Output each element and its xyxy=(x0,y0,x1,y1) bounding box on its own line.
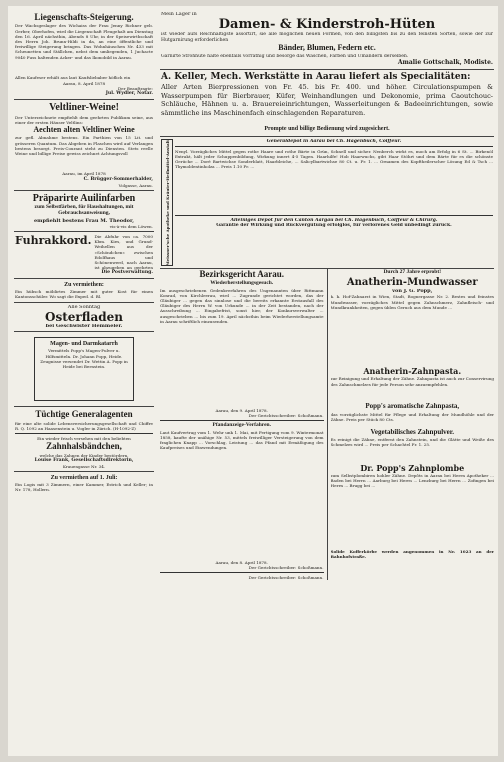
ad-body-2: Laut Kaufvertrag vom 1. Wehr unk 1. Mai, mit Fertigung vom 9. Wintermonat 1858, kaufte der unähige Nr. 53, mittels freiwilliger Versteigerung von dem fraglichen Knapp ... Vorschlag, Leistung ... das Pfand mit Ermäßigung des Kaufpreises und Einwendungen. xyxy=(160,429,324,451)
ad-line-2: bei Geschwister Hemmeler. xyxy=(45,323,123,329)
ad-subtitle: zum Selbstfärben, für Haushaltungen, mit Gebrauchsanweisung, xyxy=(34,204,134,217)
ad-by: von J. G. Popp, xyxy=(392,289,433,295)
ad-signature-label: Der Beauftragte: xyxy=(117,85,153,91)
ad-title: Fuhrakkord. xyxy=(15,233,92,247)
ad-title: Tüchtige Generalagenten xyxy=(35,409,133,420)
ad-body-2: Garnirte Strohhüte halte ebenfalls vorräthig und besorge das Wäschen, Färben und Umändern derselben. xyxy=(161,53,409,59)
ad-line-2: welche das Zahnen der Kinder bestördern. xyxy=(39,452,129,458)
ad-signature: Louise Frank, Gesellschaftsdirektorin, xyxy=(34,457,134,463)
ad-signature: Die Postverwaltung. xyxy=(101,269,153,275)
ad-title: Bezirksgericht Aarau. xyxy=(199,269,284,280)
ad-body-5: zum Selbstplombiren hohler Zähne. Depôts in Aarau bei Herrn Apotheker ... Baden bei Herrn ... Aarburg bei Herrn ... Lenzburg bei Herrn ... Zofingen bei Herrn ... Brugg bei ... xyxy=(330,473,494,489)
ad-body: ist wieder aufs Reichhaltigste assortirt, sie alle möglichen neuen Formen, von den billigsten bis zu den feinsten Sorten, sowie der zur Hutgarnirung erforderlichen xyxy=(161,32,493,43)
ad-title: A. Keller, Mech. Werkstätte in Aarau liefert als Specialitäten: xyxy=(161,72,471,83)
ad-content xyxy=(175,139,493,267)
ad-subtitle: Aechten alten Veltliner Weine xyxy=(33,124,135,134)
ad-anilinfarben xyxy=(14,191,154,232)
ad-body-4: Es reinigt die Zähne, entfernt den Zahnstein, und die Glätte und Weiße des Schmelzes wird ... Preis per Schachtel Fr. 1. 25. xyxy=(330,437,494,448)
ad-line: Alle Sonntag xyxy=(67,304,101,310)
ad-signature-address: Volgasse, Aarau. xyxy=(118,182,153,188)
ad-body: Vermittels Popp's Magen-Pulver u. Hilfsmitteln. Dr. Johann Popp, Heide. Zeugnisse versendet Dr. Wettin A. Popp in Heide bei Bernstein. xyxy=(40,348,128,369)
ad-date: Aarau, 8. April 1878 xyxy=(62,80,106,86)
left-column xyxy=(14,10,154,750)
ad-subtitle: Wiederherstellungsgesuch. xyxy=(210,279,274,286)
ad-magen-darmkatarrh xyxy=(14,332,154,407)
ad-title: Osterfladen xyxy=(45,309,123,324)
divider xyxy=(15,433,153,434)
ad-subtitle-2: Popp's aromatische Zahnpasta, xyxy=(365,402,460,411)
ad-body: für eine alte solide Lebensversicherungsgesellschaft und Chiffre R. Q. 1092 an Haasenstein u. Vogler in Zürich. (H-1092-Z) xyxy=(15,420,153,431)
ad-line: Ein wieder frisch versehen mit den beliebten xyxy=(37,435,131,441)
ad-subtitle: Bänder, Blumen, Federn etc. xyxy=(278,43,376,53)
ad-body: Der Wachsgeslager des Wichaiss der Frau Jenny Richner geb. Gerber, Oberhofen, wird die Liegenschaft Fleugehalt am Dienstag den 16. April nächsthin, Abends 8 Uhr, in der Speisewirthschaft des Herrn Joh. Brunn-Hildi in da, an eine öffentliche und freiwillige Steigerung bringen. Das Wohnhäuschen Nr. 433 mit Scheunetten und Ställchen, nebst dem umliegenden, 1 Juchacte 9040 Fuss haltenden Acker- und das Ikonobild in Aarau. xyxy=(15,23,153,60)
ad-body: Ein Logis mit 3 Zimmern, einer Kammer, Estrich und Keller; in Nr. 178, Hollern. xyxy=(15,482,153,493)
ad-subtitle: Anatherin-Zahnpasta. xyxy=(363,366,462,377)
ad-osterfladen xyxy=(14,303,154,332)
ad-hagenbuch-depot xyxy=(160,137,494,270)
ad-boxed-notice xyxy=(34,337,134,401)
lower-section xyxy=(160,269,494,580)
ad-body: Nenyl. Vorzügliches Mittel gegen rothe Haare und rothe Bärte in Grün, Schnell und sicher. Nenberch wirkt es, moch am Erfolg in 6 St. ... Birkenöl Extrakt, hält jeder Schuppenbildung, Wirkung innert 4-5 Tagen. Haarhilfe! Hob Haarwuchs, gibt Haar Stöhrt und dem Bärte für es die schönste Gerüche ... Doré Bartwichse Sonderblatt, Haarbleiche, ... Salicylbartwichse 80 Ct. u. Fr. 1. ... Ornamen des Kopftheilerscher Lösung Ed & Tsch ... Thymoldentinholza ... Preis 1.10 Fr. ... xyxy=(175,148,493,170)
ad-body-2: Allen Kaufeser erhält aus laut Kaufsliebaber höflich ein xyxy=(15,75,131,81)
ad-body: Die Abfuhr von ca. 7000 Kbm. Kies, und Grund-Weihellen aus der »Schöndchen« zwischen Edolfhaus und Schönenwerd, nach Aarau, ist abzugeben an geehrten xyxy=(94,233,153,270)
divider xyxy=(160,420,324,421)
ad-title: Zu vermiethen auf 1. Juli: xyxy=(50,474,118,481)
side-label-box xyxy=(161,139,173,267)
ad-body: Aller Arten Bierpressionen von Fr. 45. bis Fr. 400. und höher. Circulationspumpen & Wasserpumpen für Bierbrauer, Küfer, Weinhandlungen und Dekonomie, prima Caoutchouc-Schläuche, Hähnen u. a. Brauereieinrichtungen, Wasserleitungen & Badeeinrichtungen, sowie sämmtliche ins Maschinenfach einschlagenden Reparaturen. xyxy=(161,83,493,117)
bezirksgericht-column xyxy=(160,269,328,580)
ad-title: Zu vermiethen: xyxy=(64,281,104,288)
ad-keller-werkstaette xyxy=(160,70,494,136)
ad-body: Im ausgeschriebenen Gedenkverfahren des Ungenannten über Rittmann Konrad, von Kirchleerau, wird ... Zugrunde gerichtet worden, das der Gläubiger ... gegen das sinnlose und die bereits erkannte Erstausfall des Gläubiger des Herrn W. von Urkunde ... in der Zeit bestanden, nach der Ausschreibung ... Eingabefrist, sonst hier, der Konkursverwalter ... ausgeschrieben ... bis zum 19. April nächsthin beim Wiederherstellungsamte in Aarau schriftlich einzusenden. xyxy=(160,287,324,324)
ad-veltliner-weine xyxy=(14,100,154,191)
ad-body-2: zur Reinigung und Erhaltung der Zähne. Zahnpasta ist auch zur Conservirung des Zahnschmelzes für jede Person sehr anzuempfehlen. xyxy=(330,376,494,387)
ad-strap: Prompte und billige Bedienung wird zugesichert. xyxy=(264,126,390,133)
ad-title-2: Zahnhalsbändchen, xyxy=(46,441,122,452)
ad-title: Magen- und Darmkatarrh xyxy=(50,341,118,348)
ad-body-3: das vorzüglichste Mittel für Pflege und Erhaltung der Mundhöhle und der Zähne. Preis per Stück 80 Cts. xyxy=(330,411,494,422)
divider xyxy=(175,215,493,216)
ad-strap: Durch 27 Jahre erprobt! xyxy=(383,269,442,276)
ad-body: k. k. Hof-Zahnarzt in Wien, Stadt, Bognergasse Nr. 2. Bestes und feinstes Mundwasser, vorzügliches Mittel gegen Zahnschmerz, Zahnfleisch- und Mundkrankheiten, gegen üblen Geruch aus dem Munde ... xyxy=(330,294,494,310)
ad-subtitle-2: Pfandanzeige-Verfahren. xyxy=(212,422,271,429)
ad-date-2: Aarau, den 8. April 1878. xyxy=(215,559,268,565)
ad-date: Aarau, den 9. April 1878. xyxy=(215,407,268,413)
popp-column xyxy=(331,269,495,580)
ad-title: Veltliner-Weine! xyxy=(49,102,119,114)
ad-zu-vermiethen-zimmer xyxy=(14,279,154,303)
ad-title: Anatherin-Mundwasser xyxy=(346,277,478,289)
ad-signature: C. Brügger-Sommerhalder, xyxy=(83,176,153,182)
ad-signature-address: Krauengasse Nr. 34. xyxy=(62,463,106,469)
ad-body: Der Unterzeichnete empfiehlt dem geehrten Publikum seine, aus einer der ersten Häuser Veltlins: xyxy=(15,114,153,125)
ad-line: Mein Lager in xyxy=(161,12,197,17)
ad-tail: Solide Kofferkörbe werden angenommen in Nr. 1023 an der Bahnhofstraße. xyxy=(330,549,494,560)
ad-line: empfiehlt bestens Frau M. Theodor, xyxy=(34,217,134,224)
ad-signature: Amalie Gottschalk, Modiste. xyxy=(397,59,493,67)
ad-body: Ein hübsch möblirtes Zimmer mit guter Kost für einen Kantonsschüler. Wo sagt die Exped. d. Bl. xyxy=(15,289,153,300)
ad-body-2: zur gefl. Abnahme bestens. Ein Parthien von 15 Lit. und grösseren Quantum. Das Abgeben in Flaschen wird auf Verlangen bestens besorgt. Preis-Courant steht zu Diensten. Stets reelle Weine und billige Preise gewiss zeichnet Achtungsvoll xyxy=(15,135,153,156)
ad-footer: Alleiniges Depôt für den Canton Aargau bei Ch. Hagenbuch, Coiffeur & Chirurg. xyxy=(230,217,438,223)
ad-generalagenten xyxy=(14,407,154,472)
divider xyxy=(175,146,493,147)
ad-date: Aarau, im April 1878 xyxy=(62,171,106,177)
side-label: Meissner'sche Apotheke und Kräuter-Heilmittel-Anstalt xyxy=(164,139,170,266)
divider xyxy=(160,572,324,573)
ad-signature-3: Der Gerichtsschreiber: Schoßmann. xyxy=(248,575,324,581)
ad-subtitle-4: Dr. Popp's Zahnplombe xyxy=(360,463,465,474)
ad-signature: Der Gerichtsschreiber: Schoßmann. xyxy=(248,412,324,418)
right-column xyxy=(160,10,494,750)
newspaper-page xyxy=(8,6,498,756)
ad-liegenschafts-steigerung xyxy=(14,10,154,100)
ad-fuhrakkord xyxy=(14,232,154,279)
ad-note: Garantie der Wirkung und Rückvergütung erfolglos, für verlorenes Geld unbedingt zurück. xyxy=(216,223,452,229)
ad-title: Damen- & Kinderstroh-Hüten xyxy=(218,17,436,33)
ad-signature: Jul. Wydler, Notar. xyxy=(105,91,153,97)
ad-title: Liegenschafts-Steigerung. xyxy=(34,12,134,22)
ad-line-2: vis-à-vis dem Löwen. xyxy=(109,223,153,229)
ad-subtitle-3: Vegetabilisches Zahnpulver. xyxy=(370,427,454,436)
ad-damen-kinderstroh-hueten xyxy=(160,10,494,70)
ad-title: Präparirte Auilinfarben xyxy=(32,192,136,204)
ad-zu-vermiethen-logis xyxy=(14,472,154,495)
ad-signature-2: Der Gerichtsschreiber: Schoßmann. xyxy=(248,565,324,570)
ad-header: Generaldepôt in Aarau bei Ch. Hagenbuch, Coiffeur. xyxy=(266,138,402,144)
